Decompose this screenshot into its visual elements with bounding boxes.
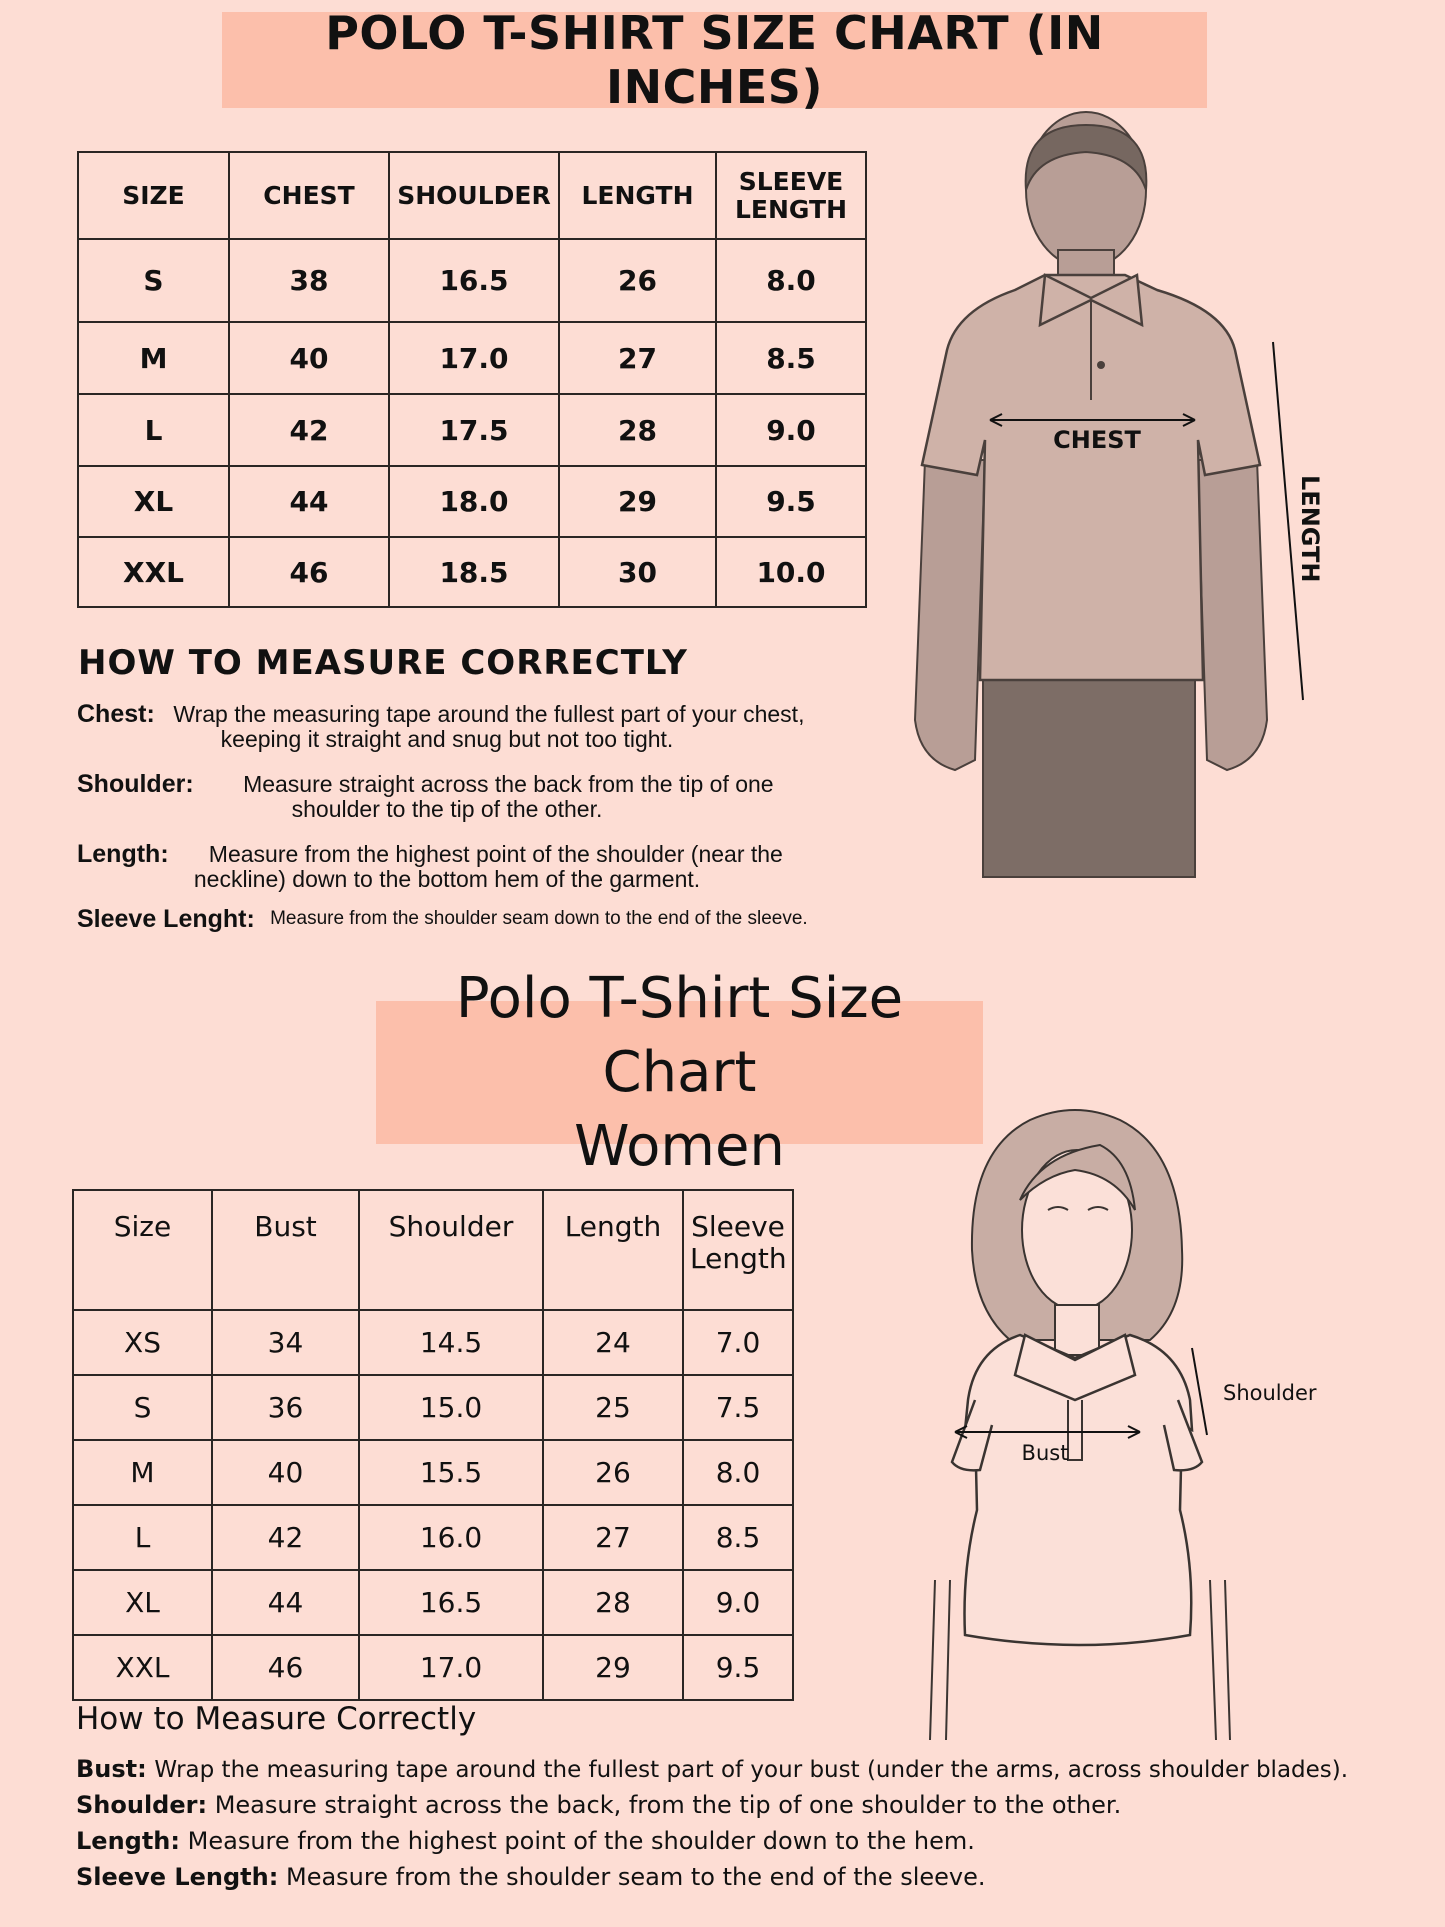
- cell-sleeve: 7.5: [683, 1375, 793, 1440]
- cell-sleeve: 10.0: [716, 537, 866, 607]
- instruction-label: Length:: [76, 1827, 180, 1855]
- cell-sleeve: 8.5: [683, 1505, 793, 1570]
- cell-bust: 42: [212, 1505, 359, 1570]
- men-howto-heading: HOW TO MEASURE CORRECTLY: [78, 643, 688, 683]
- table-row: [73, 1440, 793, 1505]
- cell-sleeve: 9.0: [716, 394, 866, 466]
- instruction-label: Chest:: [77, 700, 155, 728]
- cell-size: S: [73, 1375, 212, 1440]
- cell-shoulder: 16.5: [389, 239, 559, 322]
- cell-bust: 44: [212, 1570, 359, 1635]
- women-size-table: [72, 1189, 794, 1701]
- shoulder-arrow: [1192, 1348, 1207, 1435]
- cell-length: 27: [559, 322, 716, 394]
- arm-right: [1197, 460, 1267, 770]
- cell-chest: 38: [229, 239, 389, 322]
- cell-shoulder: 14.5: [359, 1310, 543, 1375]
- header-size: Size: [73, 1190, 212, 1310]
- arm-left: [915, 460, 985, 770]
- table-row: [73, 1375, 793, 1440]
- cell-length: 27: [543, 1505, 683, 1570]
- cell-shoulder: 17.0: [389, 322, 559, 394]
- cell-size: XXL: [73, 1635, 212, 1700]
- instruction-label: Sleeve Lenght:: [77, 905, 255, 933]
- instruction-label: Length:: [77, 840, 169, 868]
- cell-shoulder: 15.0: [359, 1375, 543, 1440]
- women-howto-heading: How to Measure Correctly: [76, 1701, 477, 1737]
- table-row: [73, 1570, 793, 1635]
- cell-chest: 40: [229, 322, 389, 394]
- chest-label: CHEST: [1053, 426, 1141, 454]
- table-row: [78, 537, 866, 607]
- button-dot: [1097, 361, 1105, 369]
- cell-sleeve: 9.5: [716, 466, 866, 537]
- table-header-row: [78, 152, 866, 239]
- instruction-label: Bust:: [76, 1755, 147, 1783]
- table-row: [78, 466, 866, 537]
- table-row: [73, 1505, 793, 1570]
- bust-label: Bust: [1021, 1441, 1069, 1465]
- cell-sleeve: 8.0: [716, 239, 866, 322]
- header-shoulder: SHOULDER: [389, 152, 559, 239]
- header-size: SIZE: [78, 152, 229, 239]
- cell-size: M: [73, 1440, 212, 1505]
- cell-sleeve: 7.0: [683, 1310, 793, 1375]
- instruction-text: Measure straight across the back, from the tip of one shoulder to the other.: [214, 1791, 1122, 1819]
- cell-length: 26: [543, 1440, 683, 1505]
- table-header-row: [73, 1190, 793, 1310]
- cell-chest: 46: [229, 537, 389, 607]
- table-row: [78, 322, 866, 394]
- instruction-text: Measure straight across the back from the tip of one shoulder to the tip of the other.: [243, 771, 774, 822]
- cell-bust: 40: [212, 1440, 359, 1505]
- cell-sleeve: 9.0: [683, 1570, 793, 1635]
- cell-sleeve: 9.5: [683, 1635, 793, 1700]
- pants-shape: [983, 680, 1195, 877]
- cell-shoulder: 16.5: [359, 1570, 543, 1635]
- header-length: Length: [543, 1190, 683, 1310]
- instruction-text: Wrap the measuring tape around the fullest part of your bust (under the arms, across shoulder blades).: [154, 1757, 1349, 1783]
- cell-size: L: [73, 1505, 212, 1570]
- cell-shoulder: 18.5: [389, 537, 559, 607]
- cell-chest: 42: [229, 394, 389, 466]
- instruction-text: Wrap the measuring tape around the fullest part of your chest, keeping it straight and snug but not too tight.: [173, 701, 805, 752]
- cell-length: 29: [559, 466, 716, 537]
- women-figure-illustration: [880, 1100, 1317, 1740]
- table-row: [78, 394, 866, 466]
- cell-sleeve: 8.0: [683, 1440, 793, 1505]
- women-instruction-shoulder: [76, 1790, 1121, 1820]
- cell-length: 28: [543, 1570, 683, 1635]
- cell-chest: 44: [229, 466, 389, 537]
- cell-length: 25: [543, 1375, 683, 1440]
- header-sleeve-length: SLEEVE LENGTH: [716, 152, 866, 239]
- men-chart-title: POLO T-SHIRT SIZE CHART (IN INCHES): [222, 12, 1207, 108]
- shoulder-label: Shoulder: [1223, 1381, 1317, 1405]
- cell-shoulder: 17.0: [359, 1635, 543, 1700]
- women-instruction-bust: [76, 1754, 1348, 1785]
- cell-size: M: [78, 322, 229, 394]
- table-row: [73, 1310, 793, 1375]
- women-instruction-sleeve: [76, 1862, 986, 1892]
- cell-shoulder: 17.5: [389, 394, 559, 466]
- cell-bust: 46: [212, 1635, 359, 1700]
- instruction-text: Measure from the shoulder seam down to the end of the sleeve.: [270, 908, 808, 929]
- cell-shoulder: 16.0: [359, 1505, 543, 1570]
- length-label: LENGTH: [1296, 475, 1324, 583]
- cell-bust: 36: [212, 1375, 359, 1440]
- women-title-line2: Women: [574, 1113, 785, 1179]
- cell-sleeve: 8.5: [716, 322, 866, 394]
- table-row: [73, 1635, 793, 1700]
- men-instruction-shoulder: [77, 772, 817, 822]
- cell-shoulder: 18.0: [389, 466, 559, 537]
- header-shoulder: Shoulder: [359, 1190, 543, 1310]
- cell-length: 30: [559, 537, 716, 607]
- cell-size: XXL: [78, 537, 229, 607]
- table-row: [78, 239, 866, 322]
- cell-size: XL: [73, 1570, 212, 1635]
- instruction-label: Sleeve Length:: [76, 1863, 279, 1891]
- neck-shape: [1055, 1305, 1099, 1355]
- women-title-line1: Polo T-Shirt Size Chart: [455, 965, 904, 1105]
- men-instruction-length: [77, 842, 817, 892]
- women-instruction-length: [76, 1826, 975, 1856]
- men-size-table: [77, 151, 867, 608]
- men-figure-illustration: [895, 120, 1324, 880]
- cell-size: XS: [73, 1310, 212, 1375]
- instruction-label: Shoulder:: [77, 770, 194, 798]
- cell-shoulder: 15.5: [359, 1440, 543, 1505]
- cell-size: S: [78, 239, 229, 322]
- cell-length: 24: [543, 1310, 683, 1375]
- instruction-label: Shoulder:: [76, 1791, 208, 1819]
- cell-bust: 34: [212, 1310, 359, 1375]
- header-chest: CHEST: [229, 152, 389, 239]
- instruction-text: Measure from the highest point of the shoulder down to the hem.: [187, 1827, 975, 1855]
- header-length: LENGTH: [559, 152, 716, 239]
- instruction-text: Measure from the highest point of the shoulder (near the neckline) down to the bottom hem of the garment.: [193, 841, 783, 892]
- instruction-text: Measure from the shoulder seam to the end of the sleeve.: [285, 1863, 986, 1891]
- cell-length: 26: [559, 239, 716, 322]
- cell-length: 28: [559, 394, 716, 466]
- header-bust: Bust: [212, 1190, 359, 1310]
- cell-length: 29: [543, 1635, 683, 1700]
- cell-size: L: [78, 394, 229, 466]
- cell-size: XL: [78, 466, 229, 537]
- header-sleeve-length: Sleeve Length: [683, 1190, 793, 1310]
- men-instruction-chest: [77, 702, 817, 752]
- men-instruction-sleeve: [77, 905, 817, 933]
